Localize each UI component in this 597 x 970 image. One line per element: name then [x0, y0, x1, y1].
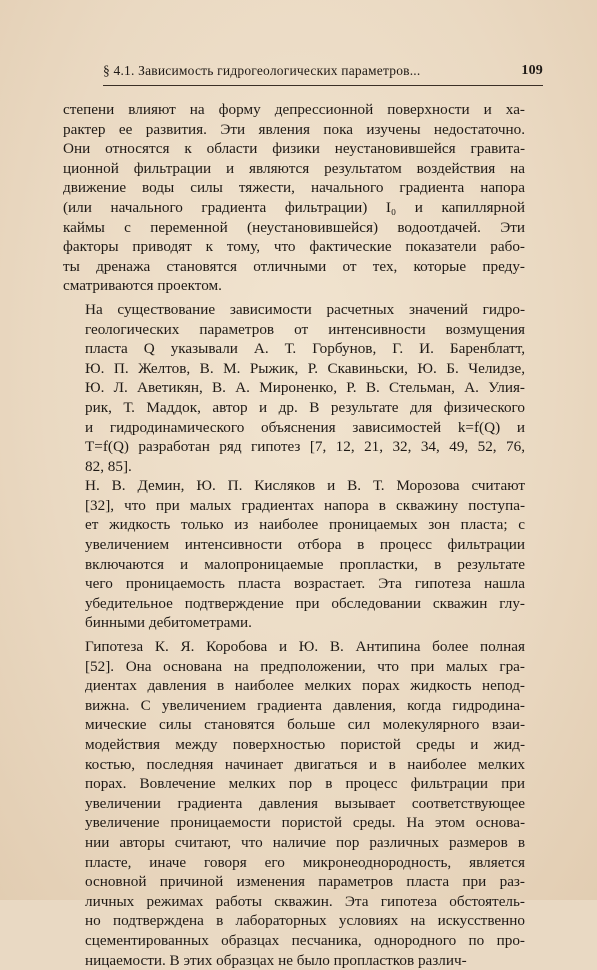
text-line: 82, 85]. — [85, 457, 132, 475]
text-line: T=f(Q) разработан ряд гипотез [7, 12, 21, 32, 34, 49, 52, 76, — [85, 438, 525, 456]
text-line: Ю. П. Желтов, В. М. Рыжик, Р. Скавиньски, Ю. Б. Челидзе, — [85, 359, 525, 377]
text-line: пласта Q указывали А. Т. Горбунов, Г. И. Баренблатт, — [85, 340, 525, 358]
text-line: увеличение проницаемости пористой среды. На этом основа- — [85, 814, 525, 832]
text-line: сцементированных образцах песчаника, однородного по про- — [85, 931, 525, 949]
text-line: геологических параметров от интенсивности возмущения — [85, 320, 525, 338]
text-line: модействия между поверхностью пористой среды и жид- — [85, 736, 525, 753]
text-line: убедительное подтверждение при обследовании скважин глу- — [85, 594, 525, 612]
text-line: [32], что при малых градиентах напора в скважину поступа- — [85, 496, 525, 514]
text-line: движение воды силы тяжести, начального градиента напора — [63, 179, 525, 197]
body-text — [63, 100, 525, 970]
text-line: факторы приводят к тому, что фактические показатели рабо- — [63, 238, 525, 256]
text-line: порах. Вовлечение мелких пор в процесс фильтрации при — [85, 775, 525, 793]
text-line: основной причиной изменения параметров пласта при раз- — [85, 873, 525, 891]
paragraph-2 — [63, 300, 525, 476]
text-line: каймы с переменной (неустановившейся) водоотдачей. Эти — [63, 218, 525, 236]
text-line: (или начального градиента фильтрации) I₀ и капиллярной — [63, 198, 525, 216]
text-line: нии авторы считают, что наличие пор различных размеров в — [85, 833, 525, 851]
text-line: Ю. Л. Аветикян, В. А. Мироненко, Р. В. Стельман, А. Улия- — [85, 379, 525, 397]
text-line: бинными дебитометрами. — [85, 614, 252, 632]
text-line: На существование зависимости расчетных значений гидро- — [85, 300, 525, 318]
text-line: рактер ее развития. Эти явления пока изучены недостаточно. — [63, 120, 525, 138]
paragraph-4 — [63, 637, 525, 970]
text-line: увеличением интенсивности отбора в процесс фильтрации — [85, 536, 525, 554]
text-line: диентах давления в наиболее мелких порах жидкость непод- — [85, 677, 525, 695]
text-line: личных режимах работы скважин. Эта гипотеза обстоятель- — [85, 892, 525, 910]
text-line: включаются и малопроницаемые пропластки, в результате — [85, 555, 525, 573]
page-number: 109 — [521, 63, 543, 78]
text-line: но подтверждена в лабораторных условиях на искусственно — [85, 912, 525, 930]
text-line: ницаемости. В этих образцах не было пропластков различ- — [85, 951, 467, 969]
running-title: § 4.1. Зависимость гидрогеологических параметров... — [103, 63, 421, 78]
text-line: ет жидкость только из наиболее проницаемых зон пласта; с — [85, 516, 525, 534]
text-line: мические силы становятся больше сил молекулярного взаи- — [85, 716, 525, 734]
text-line: Они относятся к области физики неустановившейся гравита- — [63, 140, 525, 158]
text-line: и гидродинамического объяснения зависимостей k=f(Q) и — [85, 418, 525, 436]
text-line: чего проницаемость пласта возрастает. Эта гипотеза нашла — [85, 575, 525, 593]
text-line: [52]. Она основана на предположении, что при малых гра- — [85, 657, 525, 675]
text-line: сматриваются проектом. — [63, 277, 222, 295]
text-line: костью, последняя начинает двигаться и в наиболее мелких — [85, 755, 525, 773]
text-line: вижна. С увеличением градиента давления, когда гидродина- — [85, 696, 525, 714]
text-line: степени влияют на форму депрессионной поверхности и ха- — [63, 101, 525, 118]
paragraph-1 — [63, 100, 525, 296]
text-line: увеличении градиента давления вызывает соответствующее — [85, 794, 525, 812]
text-line: ционной фильтрации и являются результатом воздействия на — [63, 159, 525, 177]
text-line: Гипотеза К. Я. Коробова и Ю. В. Антипина более полная — [85, 638, 525, 656]
text-line: Н. В. Демин, Ю. П. Кисляков и В. Т. Морозова считают — [85, 477, 525, 495]
running-header — [103, 63, 543, 86]
paragraph-3 — [63, 476, 525, 633]
text-line: рик, Т. Маддок, автор и др. В результате для физического — [85, 398, 525, 416]
text-line: пласте, иначе говоря его микронеоднородность, является — [85, 853, 525, 871]
text-line: ты дренажа становятся отличными от тех, которые преду- — [63, 257, 525, 275]
